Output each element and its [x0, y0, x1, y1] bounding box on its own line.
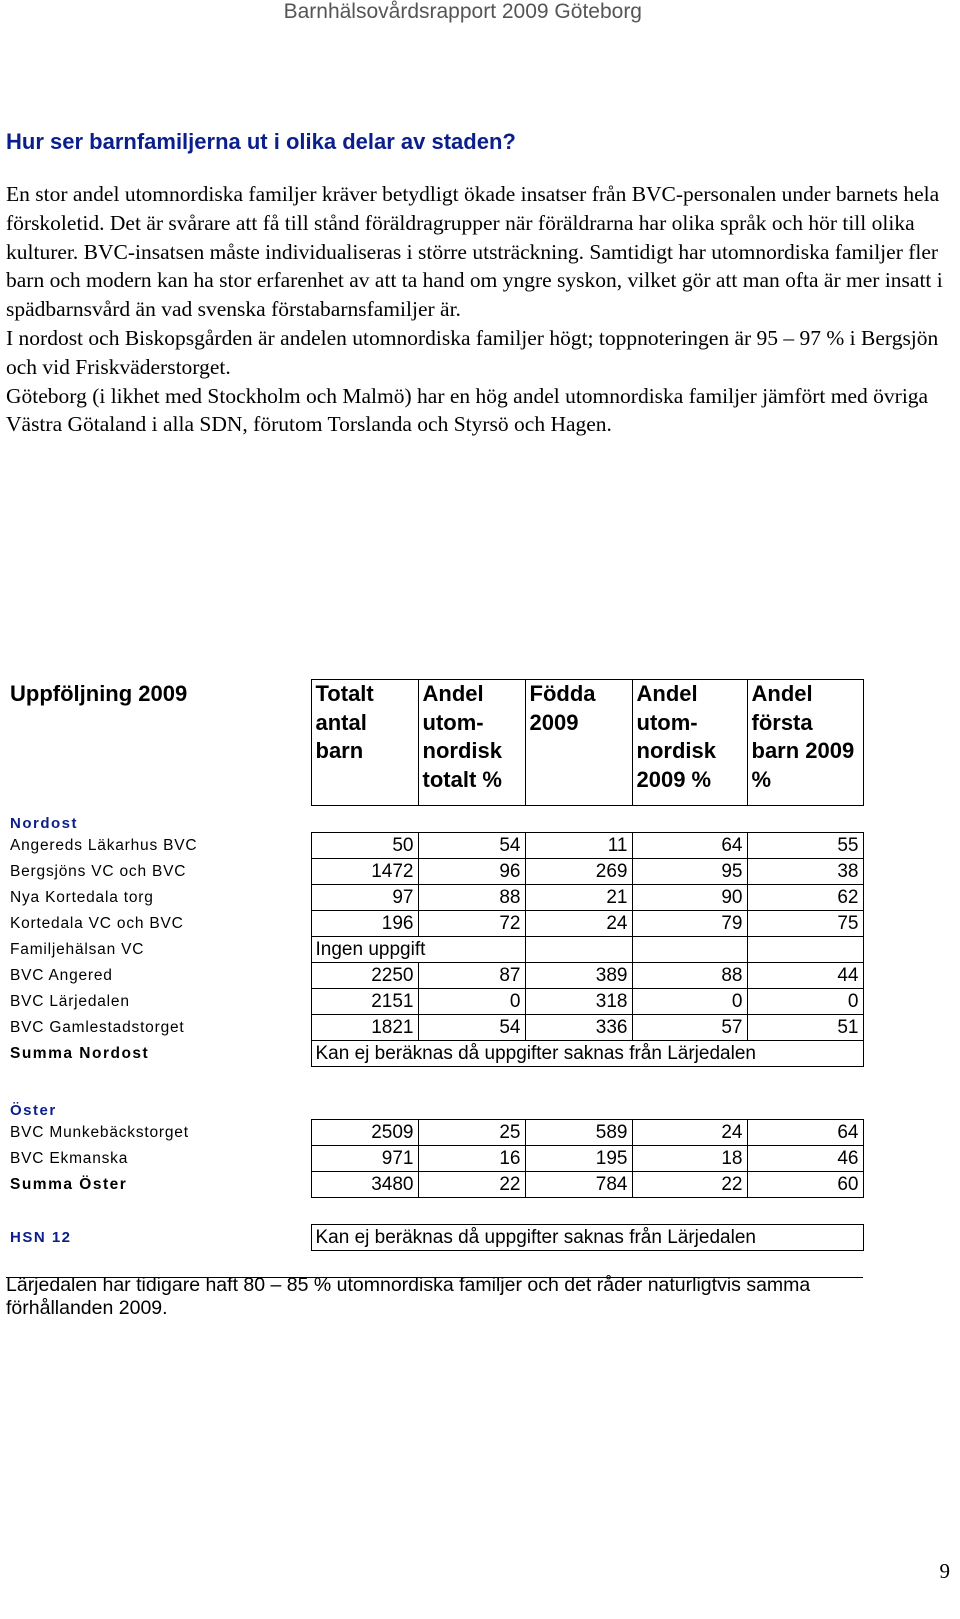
cell: 195 — [525, 1146, 632, 1172]
cell: 0 — [747, 989, 863, 1015]
row-name: Angereds Läkarhus BVC — [10, 836, 198, 854]
cell: 55 — [747, 833, 863, 859]
row-name: Nya Kortedala torg — [10, 888, 154, 906]
cell: 25 — [418, 1120, 525, 1146]
running-header: Barnhälsovårdsrapport 2009 Göteborg — [283, 0, 642, 23]
row-name: BVC Angered — [10, 966, 113, 984]
cell: 50 — [311, 833, 418, 859]
table-row — [6, 1146, 863, 1172]
table-row — [6, 1120, 863, 1146]
follow-up-table — [6, 679, 864, 1278]
cell: 62 — [747, 885, 863, 911]
paragraph: Göteborg (i likhet med Stockholm och Malmö) har en hög andel utomnordiska familjer jämfört med övriga Västra Götaland i alla SDN, förutom Torslanda och Styrsö och Hagen. — [6, 383, 929, 437]
column-header: Totalt antal barn — [311, 680, 418, 806]
cell: 95 — [632, 859, 747, 885]
cell: 75 — [747, 911, 863, 937]
table-row — [6, 1015, 863, 1041]
cell: 87 — [418, 963, 525, 989]
table-row — [6, 963, 863, 989]
cell: 44 — [747, 963, 863, 989]
cell: 2250 — [311, 963, 418, 989]
row-name: BVC Ekmanska — [10, 1149, 129, 1167]
cell: 2151 — [311, 989, 418, 1015]
cell: 2509 — [311, 1120, 418, 1146]
cell — [525, 937, 632, 963]
cell: 18 — [632, 1146, 747, 1172]
table-title: Uppföljning 2009 — [10, 680, 188, 706]
cell: 51 — [747, 1015, 863, 1041]
cell: 24 — [525, 911, 632, 937]
cell: 0 — [632, 989, 747, 1015]
summary-row — [6, 1225, 863, 1251]
summary-row — [6, 1041, 863, 1067]
cell — [632, 937, 747, 963]
cell: 88 — [418, 885, 525, 911]
cell: 196 — [311, 911, 418, 937]
section-label-nordost: Nordost — [10, 815, 78, 832]
cell: 64 — [632, 833, 747, 859]
spacer-row — [6, 1067, 863, 1094]
cell: 16 — [418, 1146, 525, 1172]
cell: 64 — [747, 1120, 863, 1146]
page-number: 9 — [939, 1559, 950, 1583]
cell: 54 — [418, 833, 525, 859]
cell: 269 — [525, 859, 632, 885]
cell: 336 — [525, 1015, 632, 1041]
cell — [747, 937, 863, 963]
table-header-row — [6, 680, 863, 806]
section-row — [6, 1093, 863, 1120]
cell: 21 — [525, 885, 632, 911]
cell: 389 — [525, 963, 632, 989]
cell: 72 — [418, 911, 525, 937]
cell: 1821 — [311, 1015, 418, 1041]
table-row — [6, 885, 863, 911]
spacer-row — [6, 1198, 863, 1225]
cell: 88 — [632, 963, 747, 989]
body-text — [6, 180, 946, 439]
row-name: BVC Lärjedalen — [10, 992, 130, 1010]
cell: 0 — [418, 989, 525, 1015]
section-heading: Hur ser barnfamiljerna ut i olika delar av staden? — [6, 129, 516, 154]
table-row — [6, 833, 863, 859]
cell: 971 — [311, 1146, 418, 1172]
cell: 79 — [632, 911, 747, 937]
column-header: Andel utom-nordisk 2009 % — [632, 680, 747, 806]
cell: 57 — [632, 1015, 747, 1041]
cell: 24 — [632, 1120, 747, 1146]
cell: 3480 — [311, 1172, 418, 1198]
column-header: Födda 2009 — [525, 680, 632, 806]
table-row — [6, 989, 863, 1015]
section-label-oster: Öster — [10, 1102, 57, 1119]
column-header: Andel utom-nordisk totalt % — [418, 680, 525, 806]
cell: 11 — [525, 833, 632, 859]
cell: 38 — [747, 859, 863, 885]
no-data-note: Ingen uppgift — [311, 937, 525, 963]
column-header: Andel första barn 2009 % — [747, 680, 863, 806]
table-row — [6, 937, 863, 963]
footnote: Lärjedalen har tidigare haft 80 – 85 % utomnordiska familjer och det råder naturligtvis samma förhållanden 2009. — [6, 1274, 811, 1319]
cell: 1472 — [311, 859, 418, 885]
row-name: BVC Gamlestadstorget — [10, 1018, 185, 1036]
cell: 97 — [311, 885, 418, 911]
section-label-hsn: HSN 12 — [10, 1229, 72, 1246]
summary-note: Kan ej beräknas då uppgifter saknas från Lärjedalen — [311, 1225, 863, 1251]
row-name: Summa Öster — [10, 1175, 128, 1193]
row-name: Bergsjöns VC och BVC — [10, 862, 187, 880]
summary-note: Kan ej beräknas då uppgifter saknas från Lärjedalen — [311, 1041, 863, 1067]
paragraph: I nordost och Biskopsgården är andelen utomnordiska familjer högt; toppnoteringen är 95 – 97 % i Bergsjön och vid Friskväderstorget. — [6, 325, 939, 379]
row-name: Familjehälsan VC — [10, 940, 145, 958]
cell: 46 — [747, 1146, 863, 1172]
cell: 22 — [418, 1172, 525, 1198]
cell: 784 — [525, 1172, 632, 1198]
paragraph: En stor andel utomnordiska familjer kräver betydligt ökade insatser från BVC-personalen under barnets hela förskoletid. Det är svårare att få till stånd föräldragrupper när föräldrarna har olika språk och hör till olika kulturer. BVC-insatsen måste individualiseras i större utsträckning. Samtidigt har utomnordiska familjer fler barn och modern kan ha stor erfarenhet av att ta hand om yngre syskon, vilket gör att man ofta är mer insatt i spädbarnsvård än vad svenska förstabarnsfamiljer är. — [6, 182, 943, 322]
row-name: Kortedala VC och BVC — [10, 914, 184, 932]
cell: 589 — [525, 1120, 632, 1146]
cell: 318 — [525, 989, 632, 1015]
cell: 60 — [747, 1172, 863, 1198]
cell: 90 — [632, 885, 747, 911]
table-row — [6, 911, 863, 937]
summary-row — [6, 1172, 863, 1198]
table-row — [6, 859, 863, 885]
row-name: Summa Nordost — [10, 1044, 150, 1062]
cell: 22 — [632, 1172, 747, 1198]
cell: 54 — [418, 1015, 525, 1041]
cell: 96 — [418, 859, 525, 885]
section-row — [6, 806, 863, 833]
row-name: BVC Munkebäckstorget — [10, 1123, 189, 1141]
